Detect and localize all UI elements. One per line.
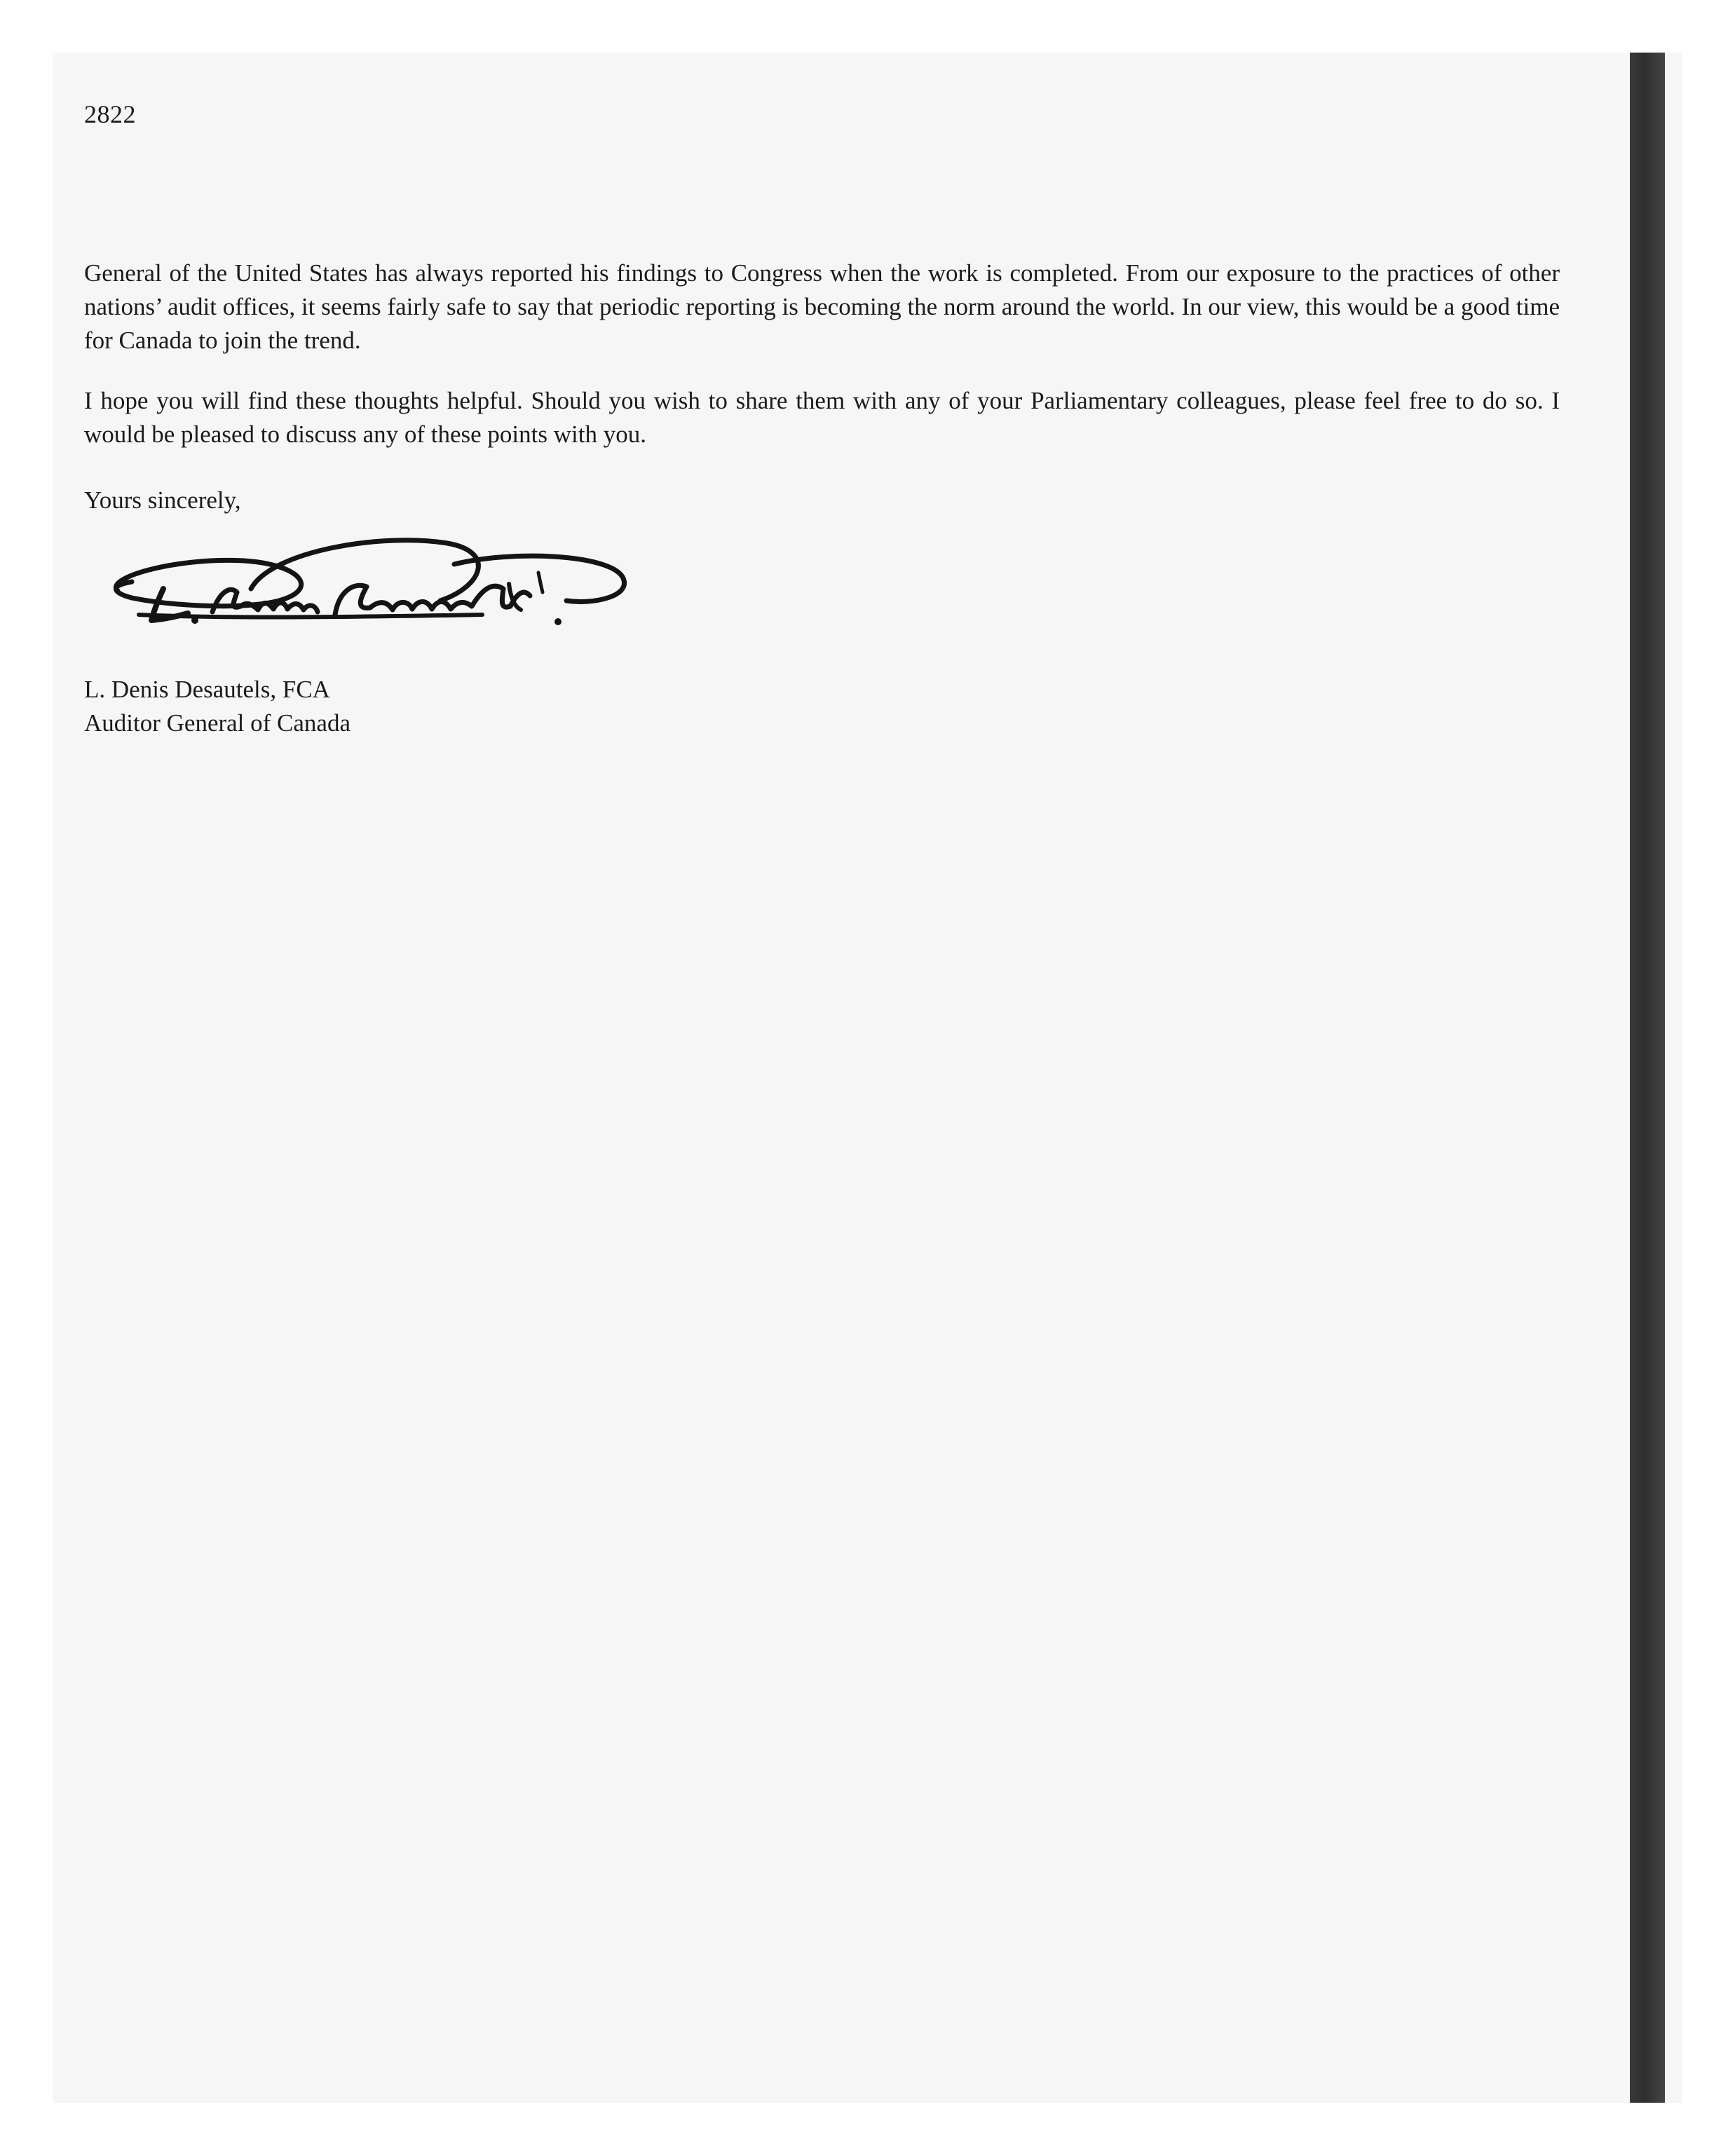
closing-salutation: Yours sincerely,	[84, 486, 241, 514]
scan-edge-bar	[1630, 53, 1665, 2103]
handwritten-signature	[90, 522, 651, 648]
page-number: 2822	[84, 100, 136, 128]
signatory-name: L. Denis Desautels, FCA	[84, 676, 330, 703]
body-paragraph-1: General of the United States has always reported his findings to Congress when the work is completed. From our exposure to the practices of other nations’ audit offices, it seems fairly safe to say that periodic reporting is becoming the norm around the world. In our view, this would be a good time for Canada to join the trend.	[84, 259, 1560, 354]
signatory-title: Auditor General of Canada	[84, 709, 351, 737]
body-paragraph-2: I hope you will find these thoughts helpful. Should you wish to share them with any of your Parliamentary colleagues, please feel free to do so. I would be pleased to discuss any of these points with you.	[84, 387, 1560, 448]
document-page	[53, 53, 1682, 2103]
